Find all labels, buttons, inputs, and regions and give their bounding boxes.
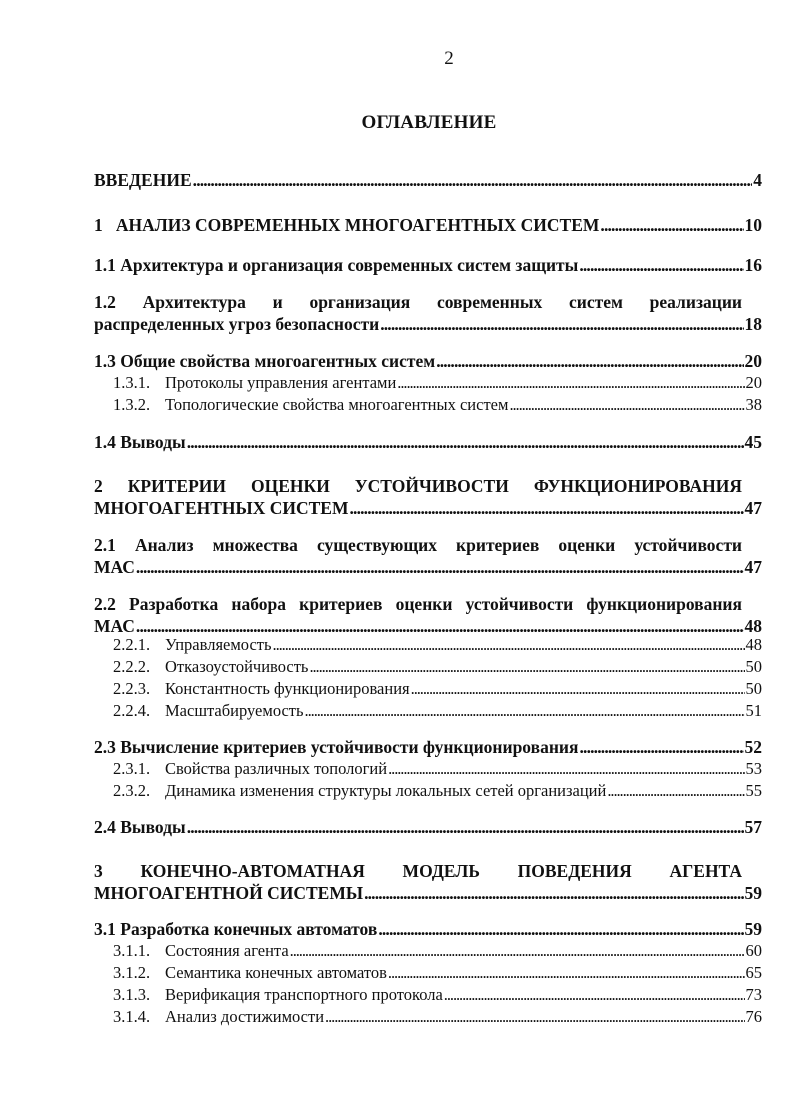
toc-entry-3-1[interactable]: 3.1 Разработка конечных автоматов . . . 59 (94, 918, 762, 940)
page-ref: 47 (744, 498, 762, 518)
toc-entry-chapter-2[interactable]: 2 КРИТЕРИИ ОЦЕНКИ УСТОЙЧИВОСТИ ФУНКЦИОНИРОВАНИЯ МНОГОАГЕНТНЫХ СИСТЕМ . . . 47 (94, 475, 762, 519)
leader-dots (349, 497, 743, 519)
toc-entry-1-2[interactable]: 1.2 Архитектура и организация современных систем реализации распределенных угроз безопасности . . . 18 (94, 291, 762, 335)
toc-entry-2-3-2[interactable]: 2.3.2. Динамика изменения структуры локальных сетей организаций . . . 55 (94, 780, 762, 802)
page-ref: 73 (745, 985, 762, 1004)
page-ref: 45 (744, 432, 762, 452)
page-ref: 50 (745, 679, 762, 698)
leader-dots (509, 394, 744, 416)
toc-entry-3-1-2[interactable]: 3.1.2. Семантика конечных автоматов . . . 65 (94, 962, 762, 984)
page-ref: 48 (745, 635, 762, 654)
leader-dots (436, 350, 743, 372)
toc-entry-2-1[interactable]: 2.1 Анализ множества существующих критериев оценки устойчивости МАС . . . 47 (94, 534, 762, 578)
leader-dots (273, 634, 745, 656)
page-ref: 55 (745, 781, 762, 800)
leader-dots (309, 656, 744, 678)
toc-entry-1-3-2[interactable]: 1.3.2. Топологические свойства многоагентных систем . . . 38 (94, 394, 762, 416)
leader-dots (397, 372, 744, 394)
page-title: ОГЛАВЛЕНИЕ (361, 112, 497, 133)
leader-dots (444, 984, 745, 1006)
toc-entry-chapter-1[interactable]: 1 АНАЛИЗ СОВРЕМЕННЫХ МНОГОАГЕНТНЫХ СИСТЕМ . . . 10 (94, 214, 762, 236)
leader-dots (579, 736, 743, 758)
page-ref: 60 (745, 941, 762, 960)
leader-dots (187, 816, 744, 838)
leader-dots (193, 169, 753, 191)
page-ref: 59 (744, 919, 762, 939)
page-ref: 51 (745, 701, 762, 720)
leader-dots (579, 254, 743, 276)
leader-dots (378, 918, 743, 940)
page-ref: 48 (744, 616, 762, 636)
toc-entry-3-1-4[interactable]: 3.1.4. Анализ достижимости . . . 76 (94, 1006, 762, 1028)
page-ref: 10 (744, 215, 762, 235)
toc-entry-chapter-3[interactable]: 3 КОНЕЧНО-АВТОМАТНАЯ МОДЕЛЬ ПОВЕДЕНИЯ АГЕНТА МНОГОАГЕНТНОЙ СИСТЕМЫ . . . 59 (94, 860, 762, 904)
leader-dots (364, 882, 743, 904)
page-ref: 50 (745, 657, 762, 676)
toc-entry-3-1-3[interactable]: 3.1.3. Верификация транспортного протокола . . . 73 (94, 984, 762, 1006)
toc-entry-2-3[interactable]: 2.3 Вычисление критериев устойчивости функционирования . . . 52 (94, 736, 762, 758)
toc-entry-1-3-1[interactable]: 1.3.1. Протоколы управления агентами . . . 20 (94, 372, 762, 394)
page-ref: 53 (745, 759, 762, 778)
page-ref: 4 (753, 170, 762, 190)
toc-entry-introduction[interactable]: ВВЕДЕНИЕ . . . 4 (94, 169, 762, 191)
leader-dots (607, 780, 744, 802)
toc-entry-2-2-1[interactable]: 2.2.1. Управляемость . . . 48 (94, 634, 762, 656)
page-ref: 18 (744, 314, 762, 334)
page-ref: 16 (744, 255, 762, 275)
page-ref: 59 (744, 883, 762, 903)
page-ref: 65 (745, 963, 762, 982)
toc-entry-2-2-3[interactable]: 2.2.3. Константность функционирования . . . 50 (94, 678, 762, 700)
page-ref: 20 (745, 373, 762, 392)
toc-entry-2-2-2[interactable]: 2.2.2. Отказоустойчивость . . . 50 (94, 656, 762, 678)
toc-entry-2-3-1[interactable]: 2.3.1. Свойства различных топологий . . . 53 (94, 758, 762, 780)
page-number: 2 (444, 48, 454, 69)
page-ref: 47 (744, 557, 762, 577)
leader-dots (187, 431, 744, 453)
leader-dots (411, 678, 745, 700)
toc-entry-3-1-1[interactable]: 3.1.1. Состояния агента . . . 60 (94, 940, 762, 962)
page-ref: 57 (744, 817, 762, 837)
page-ref: 38 (745, 395, 762, 414)
toc-entry-2-4[interactable]: 2.4 Выводы . . . 57 (94, 816, 762, 838)
leader-dots (136, 556, 744, 578)
toc-entry-2-2-4[interactable]: 2.2.4. Масштабируемость . . . 51 (94, 700, 762, 722)
leader-dots (325, 1006, 744, 1028)
leader-dots (388, 962, 745, 984)
page-ref: 52 (744, 737, 762, 757)
leader-dots (290, 940, 745, 962)
leader-dots (388, 758, 744, 780)
toc-entry-1-1[interactable]: 1.1 Архитектура и организация современных систем защиты . . . 16 (94, 254, 762, 276)
leader-dots (600, 214, 743, 236)
toc-entry-2-2[interactable]: 2.2 Разработка набора критериев оценки устойчивости функционирования МАС . . . 48 (94, 593, 762, 637)
toc-entry-1-4[interactable]: 1.4 Выводы . . . 45 (94, 431, 762, 453)
page-ref: 76 (745, 1007, 762, 1026)
leader-dots (380, 313, 743, 335)
page-ref: 20 (744, 351, 762, 371)
toc-entry-1-3[interactable]: 1.3 Общие свойства многоагентных систем . . . 20 (94, 350, 762, 372)
leader-dots (305, 700, 745, 722)
